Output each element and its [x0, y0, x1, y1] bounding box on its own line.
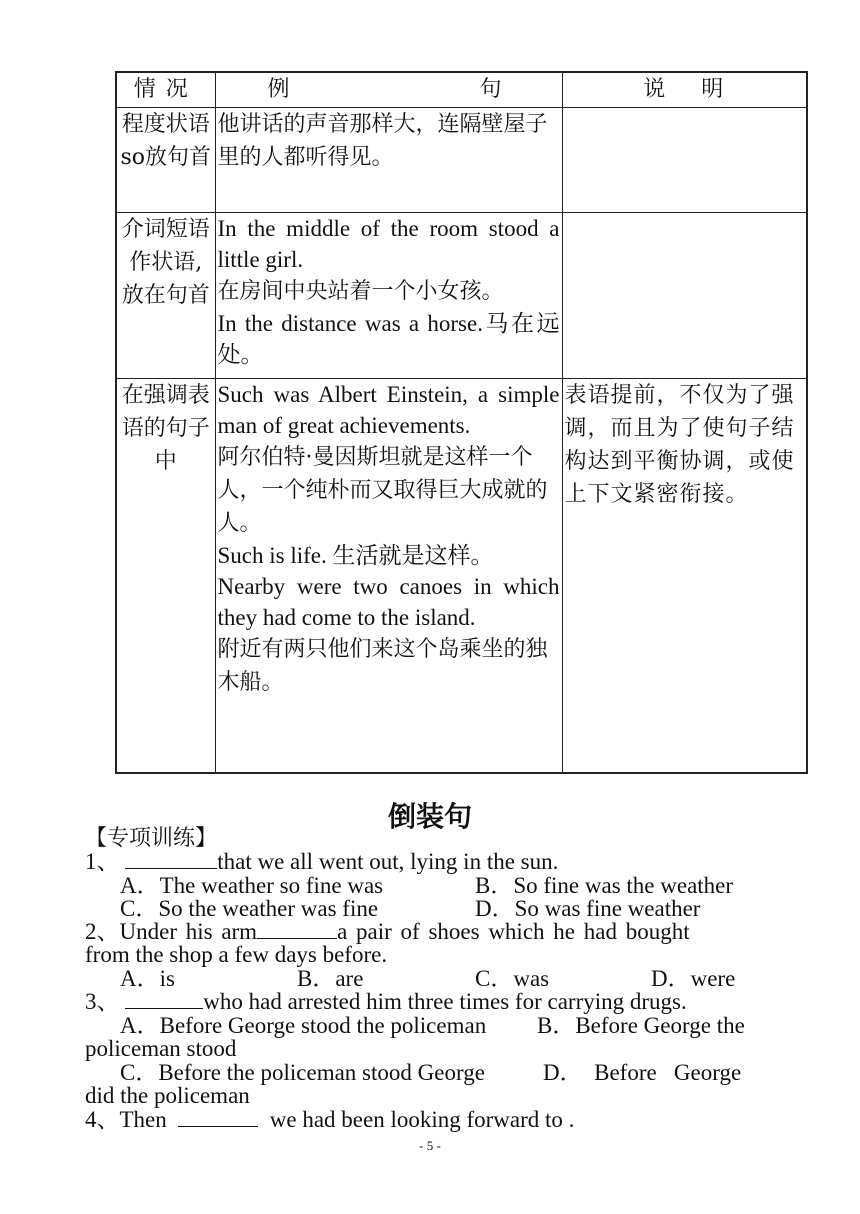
- example-cell: [215, 108, 562, 213]
- option-b[interactable]: B．Before George the: [537, 1013, 745, 1038]
- answer-blank[interactable]: [125, 990, 203, 1009]
- table-row: [116, 213, 807, 379]
- option-a[interactable]: A．is: [120, 966, 175, 991]
- example-text: 在房间中央站着一个小女孩。: [217, 279, 504, 304]
- example-text: 他讲话的声音那样大，连隔壁屋子里的人都听得见。: [217, 112, 548, 170]
- answer-blank[interactable]: [257, 920, 337, 939]
- page-number: - 5 -: [419, 1138, 441, 1153]
- example-text: Such is life. 生活就是这样。: [217, 543, 494, 568]
- table-row: [116, 379, 807, 773]
- option-d[interactable]: D． Before George: [543, 1060, 742, 1085]
- answer-blank[interactable]: [178, 1108, 258, 1127]
- condition-cell: 介词短语作状语,放在句首: [116, 213, 215, 379]
- question-3: 3、 who had arrested him three times for carrying drugs.: [85, 989, 687, 1014]
- option-b[interactable]: B．are: [297, 966, 364, 991]
- question-2-continuation: from the shop a few days before.: [85, 942, 388, 967]
- example-text: Nearby were two canoes in which they had come to the island.: [217, 574, 560, 630]
- condition-cell: 在强调表语的句子中: [116, 379, 215, 773]
- question-2: 2、Under his arm a pair of shoes which he had bought: [85, 919, 690, 944]
- question-1: 1、 that we all went out, lying in the sun.: [85, 849, 559, 874]
- condition-cell: 程度状语so放句首: [116, 108, 215, 213]
- table-header-row: [116, 72, 807, 108]
- option-c[interactable]: C．So the weather was fine: [120, 896, 379, 921]
- option-c[interactable]: C．Before the policeman stood George: [120, 1060, 485, 1085]
- example-text: Such was Albert Einstein, a simple man of great achievements.: [217, 382, 560, 438]
- example-cell: [215, 379, 562, 773]
- header-example: 例句: [215, 72, 562, 108]
- option-d[interactable]: D．were: [651, 966, 736, 991]
- note-cell: 表语提前，不仅为了强调，而且为了使句子结构达到平衡协调，或使上下文紧密衔接。: [562, 379, 807, 773]
- example-cell: [215, 213, 562, 379]
- option-c[interactable]: C．was: [475, 966, 550, 991]
- header-condition: 情况: [116, 72, 215, 108]
- header-note: 说明: [562, 72, 807, 108]
- option-a[interactable]: A．The weather so fine was: [120, 873, 384, 898]
- option-a[interactable]: A．Before George stood the policeman: [120, 1013, 487, 1038]
- grammar-table: [115, 71, 808, 774]
- example-text: In the middle of the room stood a little girl.: [217, 216, 560, 272]
- example-text: 附近有两只他们来这个岛乘坐的独木船。: [217, 637, 548, 695]
- option-b-continuation: policeman stood: [85, 1036, 237, 1061]
- option-b[interactable]: B．So fine was the weather: [475, 873, 734, 898]
- answer-blank[interactable]: [125, 850, 217, 869]
- practice-heading: 【专项训练】: [85, 826, 218, 851]
- question-4: 4、Then we had been looking forward to .: [85, 1107, 575, 1132]
- note-cell: [562, 213, 807, 379]
- option-d[interactable]: D．So was fine weather: [475, 896, 701, 921]
- example-text: 阿尔伯特·曼因斯坦就是这样一个人，一个纯朴而又取得巨大成就的人。: [217, 445, 548, 536]
- table-row: [116, 108, 807, 213]
- option-d-continuation: did the policeman: [85, 1083, 250, 1108]
- example-text: In the distance was a horse.马在远处。: [217, 311, 560, 367]
- note-cell: [562, 108, 807, 213]
- section-title: 倒装句: [387, 800, 472, 833]
